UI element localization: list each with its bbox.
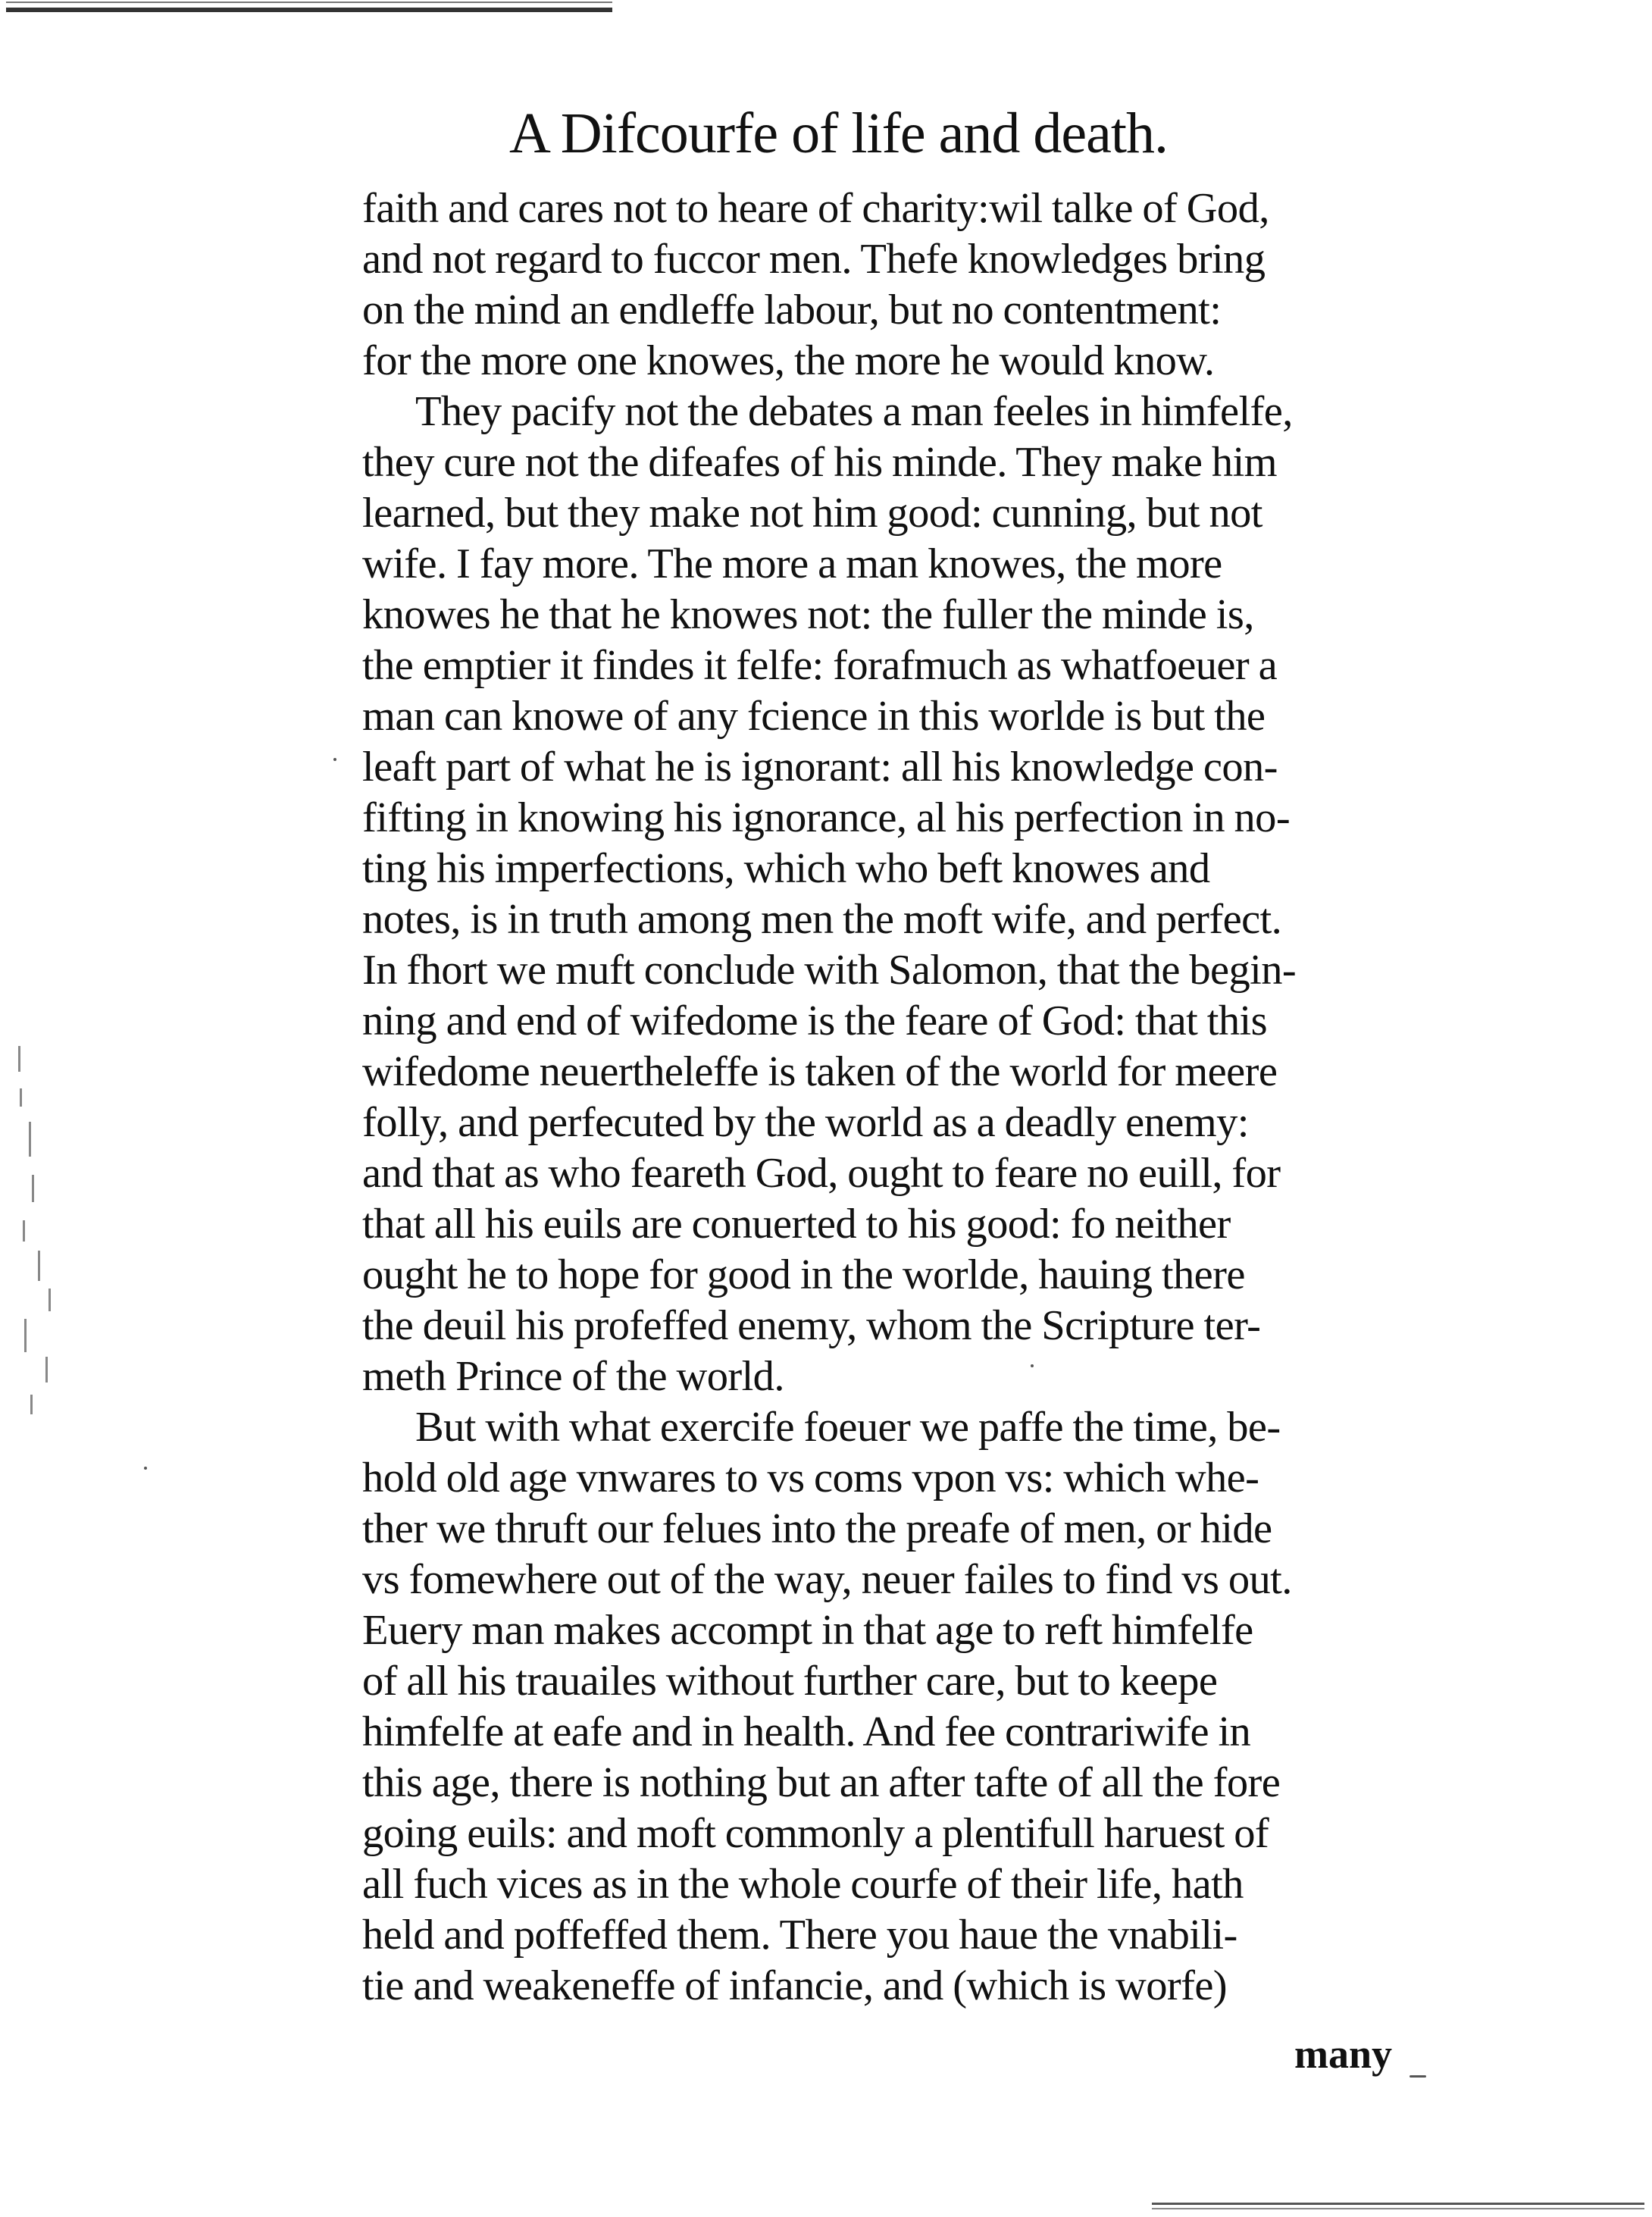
text-line: and not regard to fuccor men. Thefe knowledges bring [362, 236, 1266, 283]
text-line: vs fomewhere out of the way, neuer failes to find vs out. [362, 1556, 1292, 1603]
text-line: they cure not the difeafes of his minde. They make him [362, 439, 1278, 486]
text-line: knowes he that he knowes not: the fuller the minde is, [362, 591, 1254, 638]
text-line: learned, but they make not him good: cunning, but not [362, 490, 1262, 537]
bottom-edge-rule [1152, 2203, 1644, 2205]
stray-mark [1031, 1364, 1034, 1367]
text-line: ning and end of wifedome is the feare of God: that this [362, 997, 1267, 1044]
text-line: on the mind an endleffe labour, but no contentment: [362, 287, 1222, 333]
text-line: all fuch vices as in the whole courfe of their life, hath [362, 1861, 1244, 1908]
text-line: ting his imperfections, which who beft knowes and [362, 845, 1210, 892]
text-line: meth Prince of the world. [362, 1353, 784, 1400]
stray-mark [333, 758, 336, 761]
text-line: notes, is in truth among men the moft wife, and perfect. [362, 896, 1282, 943]
text-line: leaft part of what he is ignorant: all his knowledge con- [362, 744, 1278, 791]
top-edge-rule [6, 8, 612, 12]
margin-bleed-through [15, 1046, 68, 1425]
bottom-edge-rule-thin [1152, 2208, 1644, 2209]
text-line: They pacify not the debates a man feeles in himfelfe, [415, 388, 1293, 435]
text-line: tie and weakeneffe of infancie, and (which is worfe) [362, 1962, 1228, 2009]
text-line: hold old age vnwares to vs coms vpon vs: which whe- [362, 1455, 1259, 1501]
text-line: ther we thruft our felues into the preafe of men, or hide [362, 1505, 1272, 1552]
text-line: and that as who feareth God, ought to feare no euill, for [362, 1150, 1281, 1197]
text-line: man can knowe of any fcience in this worlde is but the [362, 693, 1266, 740]
text-line: held and poffeffed them. There you haue the vnabili- [362, 1912, 1237, 1959]
text-line: wife. I fay more. The more a man knowes, the more [362, 540, 1222, 587]
text-line: of all his trauailes without further care, but to keepe [362, 1658, 1218, 1705]
text-line: folly, and perfecuted by the world as a deadly enemy: [362, 1099, 1249, 1146]
top-edge-rule-thin [6, 2, 612, 3]
text-line: himfelfe at eafe and in health. And fee contrariwife in [362, 1708, 1251, 1755]
text-line: ought he to hope for good in the worlde, hauing there [362, 1251, 1245, 1298]
text-line: faith and cares not to heare of charity:wil talke of God, [362, 185, 1269, 232]
text-line: But with what exercife foeuer we paffe the time, be- [415, 1404, 1281, 1451]
running-head: A Difcourfe of life and death. [509, 102, 1168, 165]
text-line: fifting in knowing his ignorance, al his perfection in no- [362, 794, 1291, 841]
text-line: going euils: and moft commonly a plentifull haruest of [362, 1810, 1269, 1857]
text-line: the deuil his profeffed enemy, whom the Scripture ter- [362, 1302, 1261, 1349]
text-line: Euery man makes accompt in that age to reft himfelfe [362, 1607, 1253, 1654]
body-text [362, 183, 1423, 2012]
text-line: this age, there is nothing but an after tafte of all the fore [362, 1759, 1281, 1806]
text-line: wifedome neuertheleffe is taken of the world for meere [362, 1048, 1278, 1095]
text-line: that all his euils are conuerted to his good: fo neither [362, 1201, 1231, 1248]
text-line: the emptier it findes it felfe: forafmuch as whatfoeuer a [362, 642, 1278, 689]
catchword: many [1294, 2031, 1393, 2077]
stray-mark [1410, 2075, 1426, 2078]
text-line: for the more one knowes, the more he would know. [362, 337, 1215, 384]
text-line: In fhort we muft conclude with Salomon, that the begin- [362, 947, 1297, 994]
stray-mark [144, 1467, 147, 1470]
